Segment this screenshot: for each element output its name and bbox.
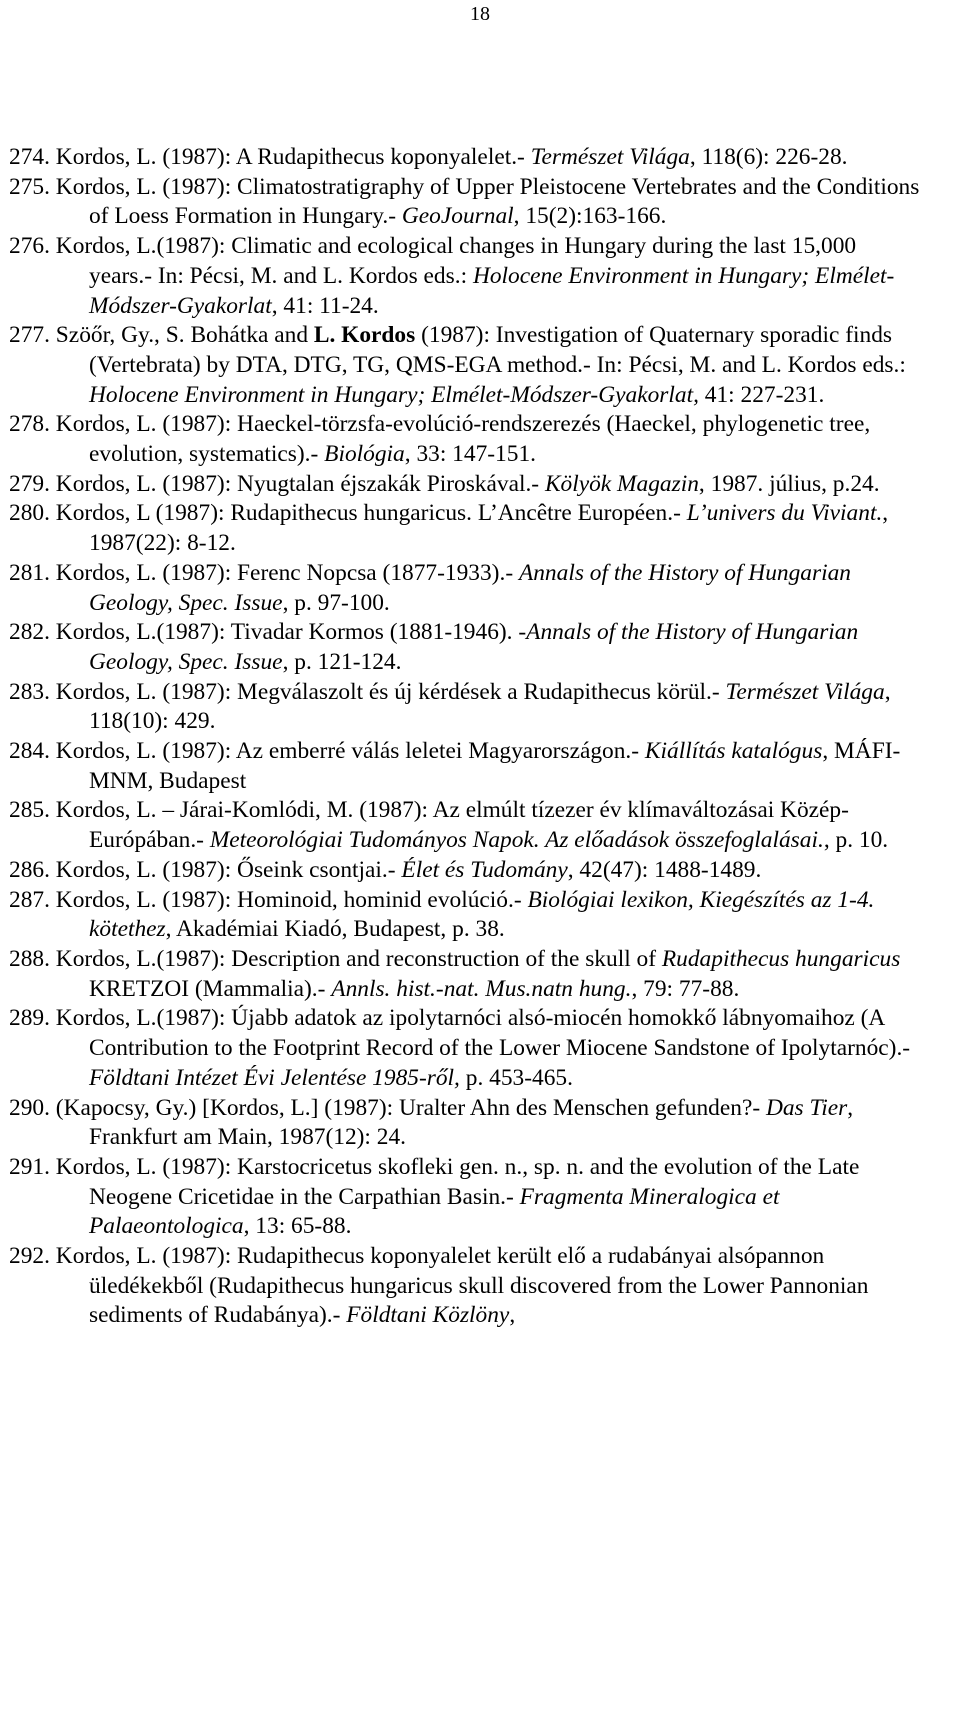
entry-text: , 15(2):163-166. [513, 203, 667, 230]
entry-number: 287. [9, 886, 50, 913]
entry-text: Kordos, L.(1987): Description and reconstruction of the skull of [55, 945, 662, 972]
entry-number: 285. [9, 797, 50, 824]
journal-title: Holocene Environment in Hungary; Elmélet-Módszer-Gyakorlat [89, 262, 895, 319]
entry-text: Kordos, L. (1987): Megválaszolt és új kérdések a Rudapithecus körül.- [55, 678, 726, 705]
journal-title: Természet Világa [530, 144, 690, 170]
entry-text: Kordos, L. (1987): Ferenc Nopcsa (1877-1933).- [55, 559, 519, 586]
entry-text: , 41: 11-24. [271, 292, 379, 319]
entry-number: 280. [9, 500, 50, 527]
bib-entry-285 [0, 796, 924, 855]
entry-number: 286. [9, 856, 50, 883]
journal-title: Földtani Intézet Évi Jelentése 1985-ről, [89, 1064, 460, 1091]
bib-entry-277 [0, 321, 924, 410]
bib-entry-284 [0, 737, 924, 796]
journal-title: L’univers du Viviant. [686, 500, 883, 527]
journal-title: Természet Világa [725, 678, 885, 705]
entry-number: 274. [9, 144, 50, 170]
entry-text: 41: 227-231. [698, 381, 825, 408]
entry-text: Kordos, L. (1987): A Rudapithecus koponyalelet.- [55, 144, 531, 170]
entry-text: Kordos, L. – Járai-Komlódi, M. (1987): Az elmúlt tízezer év klímaváltozásai Közép-Európában.- [55, 797, 849, 854]
entry-text: , p. 10. [823, 827, 889, 854]
entry-text: , 42(47): 1488-1489. [567, 856, 762, 883]
entry-text: p. 453-465. [459, 1064, 573, 1091]
entry-text: , 1987. július, p.24. [698, 470, 880, 497]
entry-text: Kordos, L. (1987): Rudapithecus koponyalelet került elő a rudabányai alsópannon üledékekből (Rudapithecus hungaricus skull discovered from the Lower Pannonian sediments of Rudabánya).- [55, 1243, 869, 1329]
journal-title: Kiállítás katalógus [644, 738, 823, 765]
bib-entry-276 [0, 232, 924, 321]
journal-title: Meteorológiai Tudományos Napok. Az előadások összefoglalásai. [209, 827, 824, 854]
bib-entry-287 [0, 886, 924, 945]
entry-text: , Akadémiai Kiadó, Budapest, p. 38. [165, 916, 505, 943]
journal-title: Kölyök Magazin [544, 470, 699, 497]
entry-number: 291. [9, 1153, 50, 1180]
entry-number: 278. [9, 411, 50, 438]
entry-text: KRETZOI (Mammalia).- [89, 975, 332, 1002]
entry-text: , 33: 147-151. [404, 441, 536, 468]
journal-title: Biológia [324, 441, 405, 468]
bib-entry-286 [0, 856, 924, 886]
journal-title: Élet és Tudomány [401, 856, 568, 883]
entry-text: , 118(10): 429. [89, 678, 891, 735]
journal-title: Annals of the History of Hungarian Geology, Spec. Issue [89, 559, 851, 616]
entry-number: 288. [9, 945, 50, 972]
bib-entry-281 [0, 559, 924, 618]
entry-number: 276. [9, 233, 50, 260]
entry-text: , MÁFI-MNM, Budapest [89, 738, 901, 794]
entry-number: 290. [9, 1094, 50, 1121]
entry-text: Kordos, L.(1987): Újabb adatok az ipolytarnóci alsó-miocén homokkő lábnyomaihoz (A Contribution to the Footprint Record of the Lower Miocene Sandstone of Ipolytarnóc).- [55, 1005, 911, 1062]
entry-text: , Frankfurt am Main, 1987(12): 24. [89, 1094, 854, 1151]
entry-number: 284. [9, 738, 50, 765]
entry-text: , 118(6): 226-28. [689, 144, 848, 170]
journal-title: Fragmenta Mineralogica et Palaeontologica [89, 1183, 780, 1240]
entry-text: Kordos, L. (1987): Haeckel-törzsfa-evolúció-rendszerezés (Haeckel, phylogenetic tree, evolution, systematics).- [55, 411, 871, 468]
entry-text: , 1987(22): 8-12. [89, 500, 889, 557]
bib-entry-274 [0, 143, 924, 173]
bib-entry-291 [0, 1153, 924, 1242]
entry-text: Kordos, L. (1987): Nyugtalan éjszakák Piroskával.- [55, 470, 545, 497]
taxon-name: Rudapithecus hungaricus [661, 945, 901, 972]
bib-entry-275 [0, 173, 924, 232]
entry-number: 279. [9, 470, 50, 497]
entry-text: Szöőr, Gy., S. Bohátka and [55, 322, 314, 349]
entry-text: , 13: 65-88. [243, 1213, 352, 1240]
journal-title: Holocene Environment in Hungary; Elmélet-Módszer-Gyakorlat, [89, 381, 699, 408]
entry-text: (Kapocsy, Gy.) [Kordos, L.] (1987): Uralter Ahn des Menschen gefunden?- [55, 1094, 766, 1121]
bib-entry-288 [0, 945, 924, 1004]
entry-number: 275. [9, 173, 50, 200]
entry-text: Kordos, L. (1987): Az emberré válás leletei Magyarországon.- [55, 738, 645, 765]
journal-title: Annals of the History of Hungarian Geology, Spec. Issue [89, 619, 859, 675]
entry-number: 281. [9, 559, 50, 586]
entry-number: 289. [9, 1005, 50, 1032]
entry-number: 283. [9, 678, 50, 705]
bib-entry-279 [0, 470, 924, 500]
bib-entry-290 [0, 1094, 924, 1153]
bib-entry-282 [0, 618, 924, 677]
author-highlight: L. Kordos [313, 322, 416, 349]
journal-title: Annls. hist.-nat. Mus.natn hung. [331, 975, 632, 1002]
entry-text: (1987): Investigation of Quaternary sporadic finds (Vertebrata) by DTA, DTG, TG, QMS-EGA method.- In: Pécsi, M. and L. Kordos eds.: [89, 322, 906, 378]
bibliography-list [0, 143, 960, 1331]
entry-text: , p. 121-124. [282, 648, 402, 675]
entry-text: Kordos, L. (1987): Climatostratigraphy of Upper Pleistocene Vertebrates and the Conditions of Loess Formation in Hungary.- [55, 173, 920, 230]
entry-text: Kordos, L (1987): Rudapithecus hungaricus. L’Ancêtre Européen.- [55, 500, 687, 527]
entry-number: 282. [9, 619, 50, 646]
journal-title: GeoJournal [401, 203, 514, 230]
bib-entry-278 [0, 410, 924, 469]
entry-text: Kordos, L. (1987): Karstocricetus skofleki gen. n., sp. n. and the evolution of the Late Neogene Cricetidae in the Carpathian Basin.- [55, 1153, 860, 1210]
entry-text: Kordos, L. (1987): Hominoid, hominid evolúció.- [55, 886, 528, 913]
entry-number: 292. [9, 1243, 50, 1270]
entry-text: , p. 97-100. [282, 589, 390, 616]
entry-text: Kordos, L.(1987): Tivadar Kormos (1881-1946). - [55, 619, 527, 646]
entry-text: , 79: 77-88. [631, 975, 740, 1002]
journal-title: Földtani Közlöny [346, 1302, 510, 1329]
entry-text: Kordos, L. (1987): Őseink csontjai.- [55, 856, 402, 883]
entry-number: 277. [9, 322, 50, 349]
entry-text: , [509, 1302, 516, 1329]
bib-entry-289 [0, 1004, 924, 1093]
entry-text: Kordos, L.(1987): Climatic and ecological changes in Hungary during the last 15,000 years.- In: Pécsi, M. and L. Kordos eds.: [55, 233, 857, 289]
bib-entry-292 [0, 1242, 924, 1331]
journal-title: Das Tier [765, 1094, 848, 1121]
journal-title: Biológiai lexikon, Kiegészítés az 1-4. kötethez [89, 886, 875, 943]
page-number: 18 [470, 3, 490, 25]
bib-entry-280 [0, 499, 924, 558]
bib-entry-283 [0, 678, 924, 737]
